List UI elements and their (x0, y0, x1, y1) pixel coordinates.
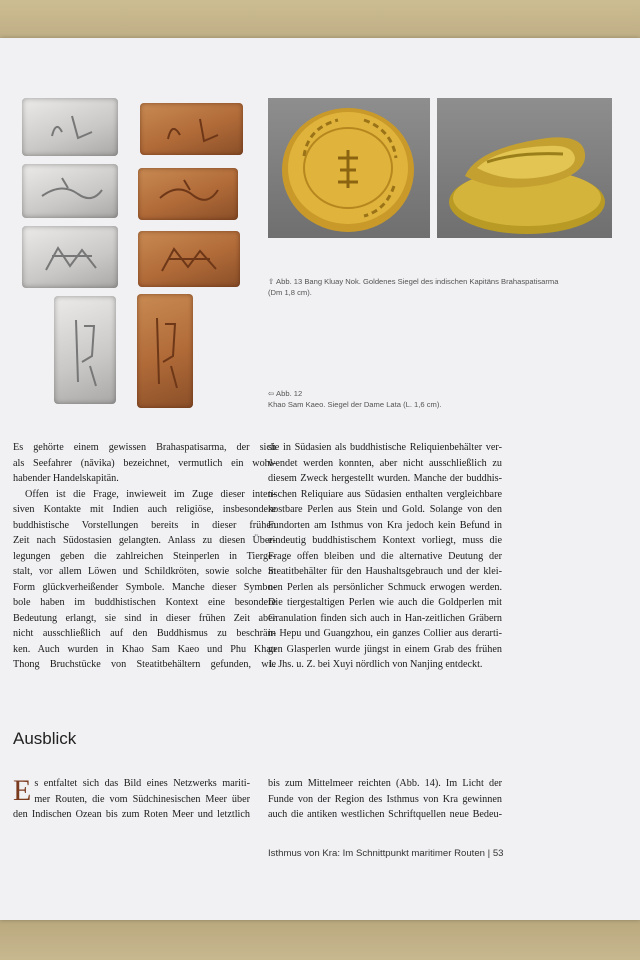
text-line: Zeit nach Südostasien gelangten. Anlass zu diesen Über- (13, 535, 276, 546)
text-line: Steatitbehälter für den Haushaltsgebrauch und der klei- (268, 566, 502, 577)
drop-cap: E (13, 774, 32, 807)
text-line: kostbare Perlen aus Stein und Gold. Solange von den (268, 504, 502, 515)
caption-abb12-line1: ⇦ Abb. 12 (268, 389, 303, 398)
text-line: Fundorten am Isthmus von Kra jedoch kein Befund in (268, 519, 502, 531)
text-line: habender Handelskapitän. (13, 473, 119, 484)
section-heading: Ausblick (13, 729, 77, 748)
background-surface-top (0, 0, 640, 40)
text-line: nen Perlen als persönlicher Schmuck erwogen werden. (268, 581, 502, 593)
text-line: gen Glasperlen wurde jüngst in einem Grab des frühen (268, 643, 502, 655)
section-text-column-1 (13, 776, 250, 823)
text-line: tischen Reliquiare aus Südasien enthalten vergleichbare (268, 488, 502, 500)
text-line: 1. Jhs. u. Z. bei Xuyi nördlich von Nanjing entdeckt. (268, 659, 483, 670)
text-line: Funde von der Region des Isthmus von Kra gewinnen (268, 793, 502, 805)
seal-terracotta-3 (138, 231, 240, 287)
caption-abb12 (268, 388, 441, 410)
text-line: ken. Auch wurden in Khao Sam Kaeo und Phu Khao (13, 643, 276, 655)
text-line: Thong Bruchstücke von Steatitbehältern gefunden, wie (13, 659, 276, 670)
text-line: auch die antiken westlichen Schriftquellen neue Bedeu- (268, 809, 502, 820)
seal-terracotta-1 (140, 103, 243, 155)
seal-impression-1 (22, 98, 118, 156)
caption-abb13-line2: (Dm 1,8 cm). (268, 288, 312, 297)
text-line: buddhistische Vorstellungen bereits in dieser frühen (13, 519, 276, 531)
text-line: mer Routen, die vom Südchinesischen Meer über (34, 793, 250, 805)
body-text-column-2 (268, 440, 502, 673)
text-line: als Seefahrer (nāvika) bezeichnet, vermutlich ein wohl- (13, 457, 276, 469)
seal-impression-4 (54, 296, 116, 404)
seal-terracotta-2 (138, 168, 238, 220)
photo-gold-seal-face (268, 98, 430, 238)
caption-abb13-line1: ⇧ Abb. 13 Bang Kluay Nok. Goldenes Siegel des indischen Kapitäns Brahaspatisarma (268, 277, 559, 286)
photo-gold-seal-side (437, 98, 612, 238)
text-line: diesem Zweck hergestellt wurden. Manche der buddhis- (268, 473, 502, 484)
text-line: eindeutig buddhistischem Kontext vorliegt, muss die (268, 535, 502, 546)
text-line: siven Kontakte mit Indien auch religiöse, insbesondere (13, 504, 276, 515)
text-line: den Indischen Ozean bis zum Roten Meer und letztlich (13, 809, 250, 820)
seal-impression-2 (22, 164, 118, 218)
text-line: s entfaltet sich das Bild eines Netzwerks mariti- (34, 778, 250, 789)
text-line: bole haben im buddhistischen Kontext eine besondere (13, 597, 276, 608)
seal-terracotta-4 (137, 294, 193, 408)
text-line: in Hepu und Guangzhou, ein ganzes Collier aus derarti- (268, 628, 502, 639)
text-line: Die tiergestaltigen Perlen wie auch die Goldperlen mit (268, 597, 502, 608)
text-line: nicht ausschließlich auf den Buddhismus zu beschrän- (13, 628, 276, 639)
text-line: Es gehörte einem gewissen Brahaspatisarma, der sich (13, 442, 276, 453)
text-line: wendet werden konnten, aber nicht ausschließlich zu (268, 457, 502, 469)
text-line: bis zum Mittelmeer reichten (Abb. 14). Im Licht der (268, 778, 502, 789)
text-line: sie in Südasien als buddhistische Reliquienbehälter ver- (268, 442, 502, 453)
text-line: Bedeutung erlangt, sie sind in dieser frühen Zeit aber (13, 612, 276, 624)
text-line: stalt, vor allem Löwen und Schildkröten, sowie solche in (13, 566, 276, 577)
seal-impression-3 (22, 226, 118, 288)
background-surface-bottom (0, 918, 640, 960)
text-line: Frage offen bleiben und die alternative Deutung der (268, 550, 502, 562)
text-line: legungen geben die zahlreichen Steinperlen in Tierge- (13, 550, 276, 562)
text-line: Form glückverheißender Symbole. Manche dieser Symbo- (13, 581, 276, 593)
section-text-column-2 (268, 776, 502, 823)
page-footer: Isthmus von Kra: Im Schnittpunkt maritimer Routen | 53 (268, 848, 504, 859)
text-line: Offen ist die Frage, inwieweit im Zuge dieser inten- (25, 488, 276, 500)
caption-abb12-line2: Khao Sam Kaeo. Siegel der Dame Lata (L. 1,6 cm). (268, 400, 442, 409)
body-text-column-1 (13, 440, 276, 673)
caption-abb13 (268, 276, 558, 298)
text-line: Granulation finden sich auch in Han-zeitlichen Gräbern (268, 612, 502, 624)
